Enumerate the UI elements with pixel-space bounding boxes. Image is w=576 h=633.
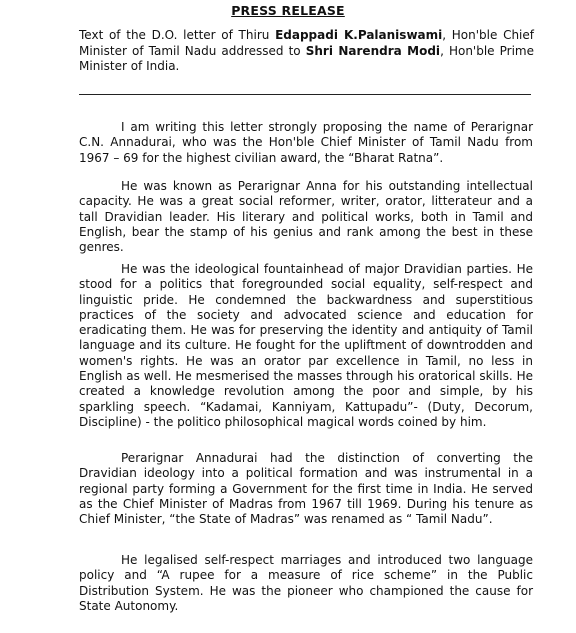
paragraph-4: Perarignar Annadurai had the distinction of converting the Dravidian ideology into a political formation and was instrumental in a regional party forming a Government for the first time in India. He served as the Chief Minister of Madras from 1967 till 1969. During his tenure as Chief Minister, “the State of Madras” was renamed as “ Tamil Nadu”. <box>79 451 533 527</box>
paragraph-3: He was the ideological fountainhead of major Dravidian parties. He stood for a politics that foregrounded social equality, self-respect and linguistic pride. He condemned the backwardness and superstitious practices of the society and advocated science and education for eradicating them. He was for preserving the identity and antiquity of Tamil language and its culture. He fought for the upliftment of downtrodden and women's rights. He was an orator par excellence in Tamil, no less in English as well. He mesmerised the masses through his oratorical skills. He created a knowledge revolution among the poor and simple, by his sparkling speech. “Kadamai, Kanniyam, Kattupadu”- (Duty, Decorum, Discipline) - the politico philosophical magical words coined by him. <box>79 262 533 429</box>
paragraph-5: He legalised self-respect marriages and introduced two language policy and “A rupee for a measure of rice scheme” in the Public Distribution System. He was the pioneer who championed the cause for State Autonomy. <box>79 553 533 613</box>
intro-part-1: Text of the D.O. letter of Thiru <box>79 28 276 42</box>
press-release-title: PRESS RELEASE <box>231 3 345 18</box>
separator-line <box>79 94 531 95</box>
intro-part-2: , Hon'ble Chief Minister of Tamil Nadu addressed to <box>79 28 534 58</box>
recipient-name: Shri Narendra Modi <box>305 43 441 58</box>
sender-name: Edappadi K.Palaniswami <box>275 28 443 42</box>
paragraph-1: I am writing this letter strongly proposing the name of Perarignar C.N. Annadurai, who was the Hon'ble Chief Minister of Tamil Nadu from 1967 – 69 for the highest civilian award, the “Bharat Ratna”. <box>79 120 533 165</box>
paragraph-2: He was known as Perarignar Anna for his outstanding intellectual capacity. He was a great social reformer, writer, orator, litterateur and a tall Dravidian leader. His literary and political works, both in Tamil and English, bear the stamp of his genius and rank among the best in these genres. <box>79 179 533 255</box>
intro-text <box>79 28 534 75</box>
intro-part-3: , Hon'ble Prime Minister of India. <box>79 43 534 73</box>
